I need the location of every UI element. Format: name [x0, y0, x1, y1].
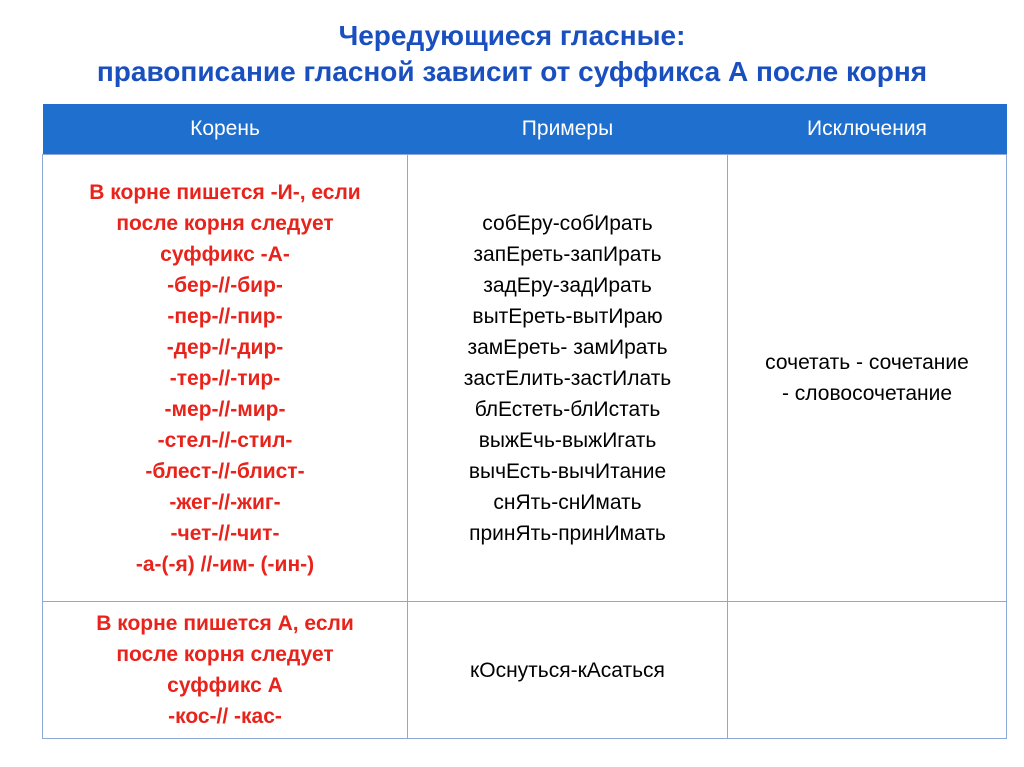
root-pair: -дер-//-дир- — [166, 335, 284, 359]
root-pair: -мер-//-мир- — [164, 397, 286, 421]
page-title — [0, 18, 1024, 90]
exceptions-cell-empty — [728, 602, 1007, 739]
root-pair: -стел-//-стил- — [157, 428, 293, 452]
header-root: Корень — [43, 104, 408, 155]
examples-cell — [408, 602, 728, 739]
example-word: собЕру-собИрать — [482, 211, 653, 235]
exception-word: - словосочетание — [781, 382, 953, 405]
root-rule-line: суффикс -А- — [160, 242, 290, 266]
example-word: вытЕреть-вытИраю — [472, 304, 663, 328]
root-pair: -чет-//-чит- — [170, 521, 280, 545]
root-pair: -жег-//-жиг- — [169, 490, 281, 514]
example-word: кОснуться-кАсаться — [470, 658, 665, 682]
rules-table — [42, 104, 1007, 739]
example-word: снЯть-снИмать — [493, 490, 642, 514]
root-pair: -а-(-я) //-им- (-ин-) — [135, 552, 315, 576]
example-word: запЕреть-запИрать — [473, 242, 662, 266]
table-row — [43, 602, 1007, 739]
example-word: блЕстеть-блИстать — [474, 397, 661, 421]
header-exceptions: Исключения — [728, 104, 1007, 155]
root-rule-cell — [43, 602, 408, 739]
example-word: выжЕчь-выжИгать — [478, 428, 657, 452]
exception-word: сочетать - сочетание — [765, 351, 969, 374]
root-pair: -блест-//-блист- — [145, 459, 305, 483]
root-pair: -тер-//-тир- — [169, 366, 281, 390]
root-rule-line: суффикс А — [167, 674, 283, 697]
root-pair: -кос-// -кас- — [168, 705, 282, 728]
table-header-row — [43, 104, 1007, 155]
table-row — [43, 155, 1007, 602]
example-word: застЕлить-застИлать — [463, 366, 672, 390]
examples-cell — [408, 155, 728, 602]
example-word: замЕреть- замИрать — [467, 335, 668, 359]
root-rule-line: после корня следует — [116, 643, 334, 666]
root-rule-cell — [43, 155, 408, 602]
example-word: задЕру-задИрать — [483, 273, 652, 297]
example-word: принЯть-принИмать — [469, 521, 666, 545]
header-examples: Примеры — [408, 104, 728, 155]
root-rule-line: после корня следует — [116, 211, 334, 235]
root-pair: -бер-//-бир- — [167, 273, 283, 297]
root-rule-line: В корне пишется -И-, если — [89, 180, 361, 204]
root-rule-line: В корне пишется А, если — [96, 612, 354, 635]
title-line-1: Чередующиеся гласные: — [338, 20, 686, 51]
title-line-2: правописание гласной зависит от суффикса А после корня — [96, 56, 928, 87]
example-word: вычЕсть-вычИтание — [468, 459, 667, 483]
root-pair: -пер-//-пир- — [167, 304, 283, 328]
exceptions-cell — [728, 155, 1007, 602]
